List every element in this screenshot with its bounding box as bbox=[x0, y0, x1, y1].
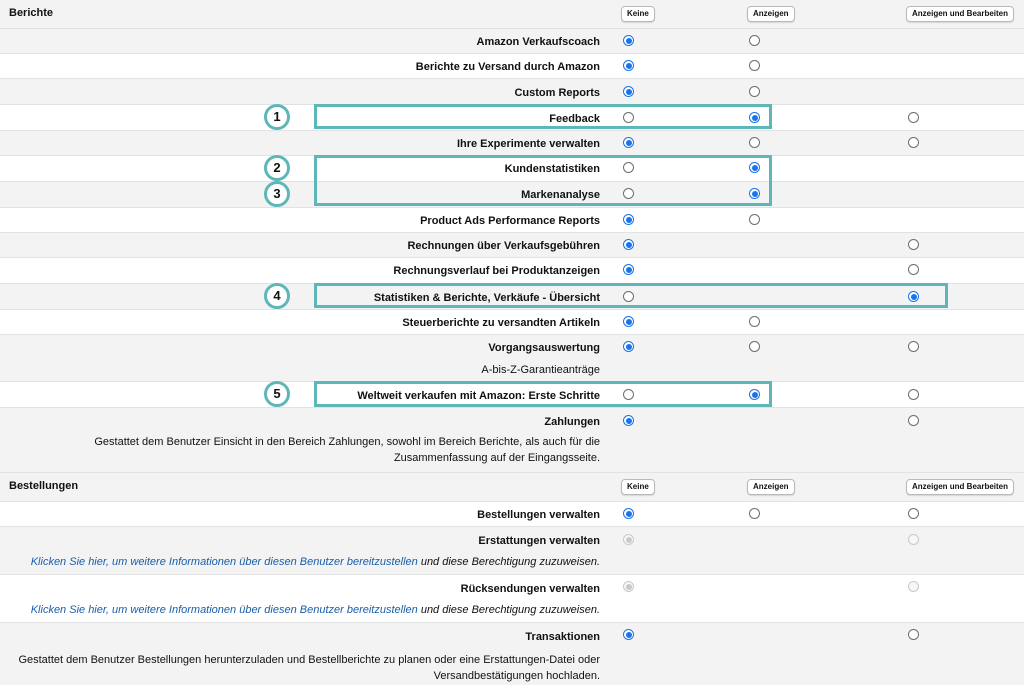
permission-label: Transaktionen bbox=[525, 631, 600, 643]
section-header-berichte bbox=[0, 0, 1024, 28]
section-title: Bestellungen bbox=[9, 480, 79, 492]
permission-label: Feedback bbox=[549, 113, 600, 125]
column-header-keine[interactable]: Keine bbox=[621, 6, 655, 22]
radio-anzeigen[interactable] bbox=[749, 508, 760, 519]
radio-keine[interactable] bbox=[623, 60, 634, 71]
more-info-link[interactable]: Klicken Sie hier, um weitere Informationen über diesen Benutzer bereitzustellen bbox=[30, 604, 418, 616]
permission-row-custom-reports bbox=[0, 78, 1024, 104]
radio-anzeigen[interactable] bbox=[749, 316, 760, 327]
permission-row-erstattungen-verwalten bbox=[0, 526, 1024, 574]
radio-keine[interactable] bbox=[623, 629, 634, 640]
radio-keine[interactable] bbox=[623, 162, 634, 173]
permission-row-amazon-verkaufscoach bbox=[0, 28, 1024, 53]
permission-info-text: Klicken Sie hier, um weitere Informationen über diesen Benutzer bereitzustellen und diese Berechtigung zuzuweisen. bbox=[30, 604, 600, 616]
permission-label: Custom Reports bbox=[514, 87, 600, 99]
permission-sublabel: A-bis-Z-Garantieanträge bbox=[481, 364, 600, 376]
permission-label: Rechnungen über Verkaufsgebühren bbox=[407, 240, 600, 252]
radio-keine[interactable] bbox=[623, 137, 634, 148]
radio-keine-disabled bbox=[623, 534, 634, 545]
permission-label: Product Ads Performance Reports bbox=[420, 215, 600, 227]
permission-row-bestellungen-verwalten bbox=[0, 501, 1024, 526]
radio-anzeigen-und-bearbeiten[interactable] bbox=[908, 137, 919, 148]
permission-label: Markenanalyse bbox=[521, 189, 600, 201]
permission-label: Vorgangsauswertung bbox=[488, 342, 600, 354]
radio-anzeigen[interactable] bbox=[749, 214, 760, 225]
radio-anzeigen[interactable] bbox=[749, 60, 760, 71]
permission-label: Statistiken & Berichte, Verkäufe - Übersicht bbox=[373, 292, 600, 304]
radio-keine[interactable] bbox=[623, 264, 634, 275]
radio-anzeigen[interactable] bbox=[749, 112, 760, 123]
permission-label: Zahlungen bbox=[544, 416, 600, 428]
permission-row-ruecksendungen-verwalten bbox=[0, 574, 1024, 622]
radio-keine[interactable] bbox=[623, 112, 634, 123]
radio-anzeigen-und-bearbeiten[interactable] bbox=[908, 239, 919, 250]
radio-anzeigen-und-bearbeiten[interactable] bbox=[908, 341, 919, 352]
permission-row-zahlungen bbox=[0, 407, 1024, 472]
radio-keine[interactable] bbox=[623, 341, 634, 352]
permission-label: Rechnungsverlauf bei Produktanzeigen bbox=[393, 265, 600, 277]
permission-row-product-ads bbox=[0, 207, 1024, 232]
permission-row-transaktionen bbox=[0, 622, 1024, 685]
permission-row-rechnungen-verkaufsgebuehren bbox=[0, 232, 1024, 257]
column-header-anzeigen[interactable]: Anzeigen bbox=[747, 6, 795, 22]
permission-label: Erstattungen verwalten bbox=[478, 535, 600, 547]
radio-anzeigen-und-bearbeiten-disabled bbox=[908, 581, 919, 592]
radio-keine[interactable] bbox=[623, 35, 634, 46]
permission-row-weltweit-verkaufen bbox=[0, 381, 1024, 407]
permission-label: Berichte zu Versand durch Amazon bbox=[415, 61, 600, 73]
radio-keine-disabled bbox=[623, 581, 634, 592]
radio-anzeigen-und-bearbeiten[interactable] bbox=[908, 264, 919, 275]
column-header-keine[interactable]: Keine bbox=[621, 479, 655, 495]
radio-keine[interactable] bbox=[623, 188, 634, 199]
radio-anzeigen[interactable] bbox=[749, 188, 760, 199]
radio-anzeigen[interactable] bbox=[749, 341, 760, 352]
radio-anzeigen[interactable] bbox=[749, 162, 760, 173]
column-header-anzeigen-und-bearbeiten[interactable]: Anzeigen und Bearbeiten bbox=[906, 479, 1014, 495]
permission-info-text: Klicken Sie hier, um weitere Informationen über diesen Benutzer bereitzustellen und diese Berechtigung zuzuweisen. bbox=[30, 556, 600, 568]
radio-anzeigen-und-bearbeiten[interactable] bbox=[908, 291, 919, 302]
permission-description: Gestattet dem Benutzer Einsicht in den Bereich Zahlungen, sowohl im Bereich Berichte, als auch für die Zusammenfassung auf der Eingangsseite. bbox=[94, 436, 600, 464]
radio-anzeigen-und-bearbeiten[interactable] bbox=[908, 415, 919, 426]
permission-row-vorgangsauswertung bbox=[0, 334, 1024, 381]
radio-anzeigen[interactable] bbox=[749, 35, 760, 46]
section-title: Berichte bbox=[9, 7, 54, 19]
radio-keine[interactable] bbox=[623, 316, 634, 327]
permission-row-statistiken-berichte bbox=[0, 283, 1024, 309]
permission-row-steuerberichte bbox=[0, 309, 1024, 334]
radio-keine[interactable] bbox=[623, 389, 634, 400]
radio-anzeigen-und-bearbeiten[interactable] bbox=[908, 389, 919, 400]
callout-badge: 2 bbox=[264, 155, 290, 181]
permission-label: Rücksendungen verwalten bbox=[460, 583, 600, 595]
permission-label: Kundenstatistiken bbox=[504, 163, 600, 175]
radio-anzeigen[interactable] bbox=[749, 86, 760, 97]
callout-badge: 5 bbox=[264, 381, 290, 407]
radio-anzeigen-und-bearbeiten-disabled bbox=[908, 534, 919, 545]
permission-row-ihre-experimente bbox=[0, 130, 1024, 155]
radio-keine[interactable] bbox=[623, 415, 634, 426]
permission-row-berichte-versand bbox=[0, 53, 1024, 78]
permission-label: Weltweit verkaufen mit Amazon: Erste Schritte bbox=[357, 390, 600, 402]
section-header-bestellungen bbox=[0, 472, 1024, 501]
permission-label: Bestellungen verwalten bbox=[477, 509, 600, 521]
callout-badge: 4 bbox=[264, 283, 290, 309]
radio-anzeigen[interactable] bbox=[749, 389, 760, 400]
radio-keine[interactable] bbox=[623, 291, 634, 302]
permission-row-rechnungsverlauf bbox=[0, 257, 1024, 283]
permission-description: Gestattet dem Benutzer Bestellungen herunterzuladen und Bestellberichte zu planen oder eine Erstattungen-Datei oder Versandbestätigungen hochladen. bbox=[18, 654, 600, 682]
radio-keine[interactable] bbox=[623, 214, 634, 225]
callout-badge: 3 bbox=[264, 181, 290, 207]
permission-label: Ihre Experimente verwalten bbox=[456, 138, 600, 150]
radio-anzeigen-und-bearbeiten[interactable] bbox=[908, 629, 919, 640]
permission-label: Steuerberichte zu versandten Artikeln bbox=[402, 317, 600, 329]
more-info-link[interactable]: Klicken Sie hier, um weitere Informationen über diesen Benutzer bereitzustellen bbox=[30, 556, 418, 568]
permission-row-kundenstatistiken bbox=[0, 155, 1024, 181]
permission-row-feedback bbox=[0, 104, 1024, 130]
column-header-anzeigen[interactable]: Anzeigen bbox=[747, 479, 795, 495]
radio-anzeigen-und-bearbeiten[interactable] bbox=[908, 508, 919, 519]
radio-keine[interactable] bbox=[623, 239, 634, 250]
radio-keine[interactable] bbox=[623, 86, 634, 97]
permission-label: Amazon Verkaufscoach bbox=[476, 36, 600, 48]
permission-row-markenanalyse bbox=[0, 181, 1024, 207]
radio-anzeigen-und-bearbeiten[interactable] bbox=[908, 112, 919, 123]
callout-badge: 1 bbox=[264, 104, 290, 130]
radio-anzeigen[interactable] bbox=[749, 137, 760, 148]
column-header-anzeigen-und-bearbeiten[interactable]: Anzeigen und Bearbeiten bbox=[906, 6, 1014, 22]
radio-keine[interactable] bbox=[623, 508, 634, 519]
